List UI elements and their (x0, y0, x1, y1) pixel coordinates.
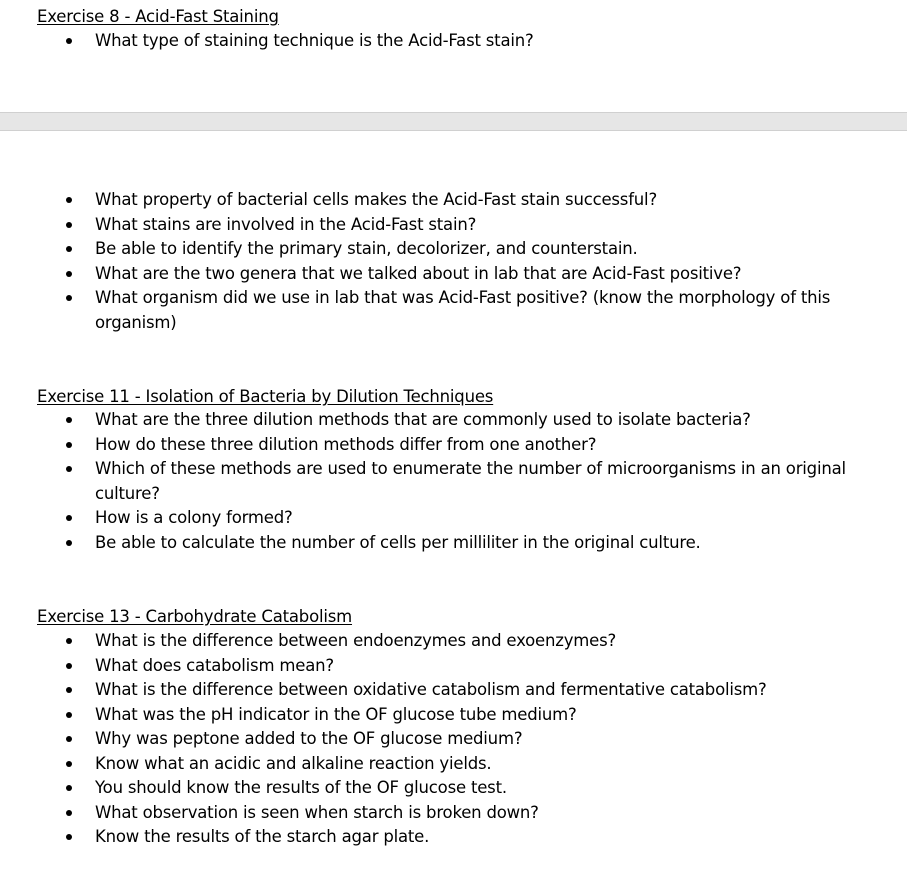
list-item (0, 506, 907, 531)
bullet-icon (66, 663, 72, 669)
list-item-text: Why was peptone added to the OF glucose medium? (95, 729, 523, 748)
exercise-8-list-part-1 (0, 29, 907, 54)
bullet-icon (66, 38, 72, 44)
list-item (0, 531, 907, 556)
bullet-icon (66, 271, 72, 277)
list-item (0, 703, 907, 728)
list-item-text: Which of these methods are used to enumerate the number of microorganisms in an original culture? (95, 459, 846, 503)
bullet-icon (66, 417, 72, 423)
bullet-icon (66, 540, 72, 546)
list-item (0, 776, 907, 801)
list-item (0, 29, 907, 54)
list-item-text: What does catabolism mean? (95, 655, 334, 675)
list-item-text: What property of bacterial cells makes the Acid-Fast stain successful? (95, 190, 658, 209)
page-break-divider (0, 112, 907, 131)
list-item (0, 286, 907, 335)
bullet-icon (66, 761, 72, 767)
list-item-text: What is the difference between oxidative catabolism and fermentative catabolism? (95, 680, 767, 699)
bullet-icon (66, 638, 72, 644)
list-item-text: What was the pH indicator in the OF glucose tube medium? (95, 704, 577, 724)
exercise-8-list-part-2 (0, 188, 907, 335)
list-item-text: What type of staining technique is the Acid-Fast stain? (95, 31, 534, 50)
list-item (0, 457, 907, 506)
list-item-text: What are the two genera that we talked about in lab that are Acid-Fast positive? (95, 263, 742, 283)
exercise-8-heading: Exercise 8 - Acid-Fast Staining (37, 7, 279, 26)
list-item-text: You should know the results of the OF glucose test. (95, 778, 507, 797)
bullet-icon (66, 295, 72, 301)
bullet-icon (66, 712, 72, 718)
bullet-icon (66, 785, 72, 791)
list-item (0, 408, 907, 433)
list-item (0, 213, 907, 238)
exercise-13-list (0, 629, 907, 850)
list-item (0, 825, 907, 850)
bullet-icon (66, 834, 72, 840)
list-item (0, 654, 907, 679)
bullet-icon (66, 222, 72, 228)
list-item-text: Be able to calculate the number of cells per milliliter in the original culture. (95, 532, 701, 552)
list-item-text: What organism did we use in lab that was Acid-Fast positive? (know the morphology of this organism) (95, 288, 831, 332)
bullet-icon (66, 515, 72, 521)
list-item-text: Know the results of the starch agar plate. (95, 827, 430, 846)
exercise-11-heading: Exercise 11 - Isolation of Bacteria by Dilution Techniques (37, 387, 494, 406)
list-item (0, 262, 907, 287)
bullet-icon (66, 687, 72, 693)
list-item (0, 188, 907, 213)
list-item-text: What is the difference between endoenzymes and exoenzymes? (95, 631, 617, 650)
list-item (0, 433, 907, 458)
list-item (0, 678, 907, 703)
bullet-icon (66, 246, 72, 252)
list-item (0, 727, 907, 752)
bullet-icon (66, 442, 72, 448)
bullet-icon (66, 810, 72, 816)
list-item (0, 801, 907, 826)
exercise-11-list (0, 408, 907, 555)
list-item-text: What stains are involved in the Acid-Fast stain? (95, 214, 477, 234)
list-item (0, 752, 907, 777)
list-item-text: How do these three dilution methods differ from one another? (95, 434, 597, 454)
list-item-text: Be able to identify the primary stain, decolorizer, and counterstain. (95, 239, 638, 258)
exercise-13-heading: Exercise 13 - Carbohydrate Catabolism (37, 607, 353, 626)
bullet-icon (66, 197, 72, 203)
bullet-icon (66, 736, 72, 742)
list-item-text: Know what an acidic and alkaline reaction yields. (95, 753, 492, 773)
list-item-text: How is a colony formed? (95, 508, 293, 527)
list-item-text: What are the three dilution methods that are commonly used to isolate bacteria? (95, 410, 751, 429)
list-item (0, 629, 907, 654)
bullet-icon (66, 466, 72, 472)
list-item (0, 237, 907, 262)
list-item-text: What observation is seen when starch is broken down? (95, 802, 539, 822)
